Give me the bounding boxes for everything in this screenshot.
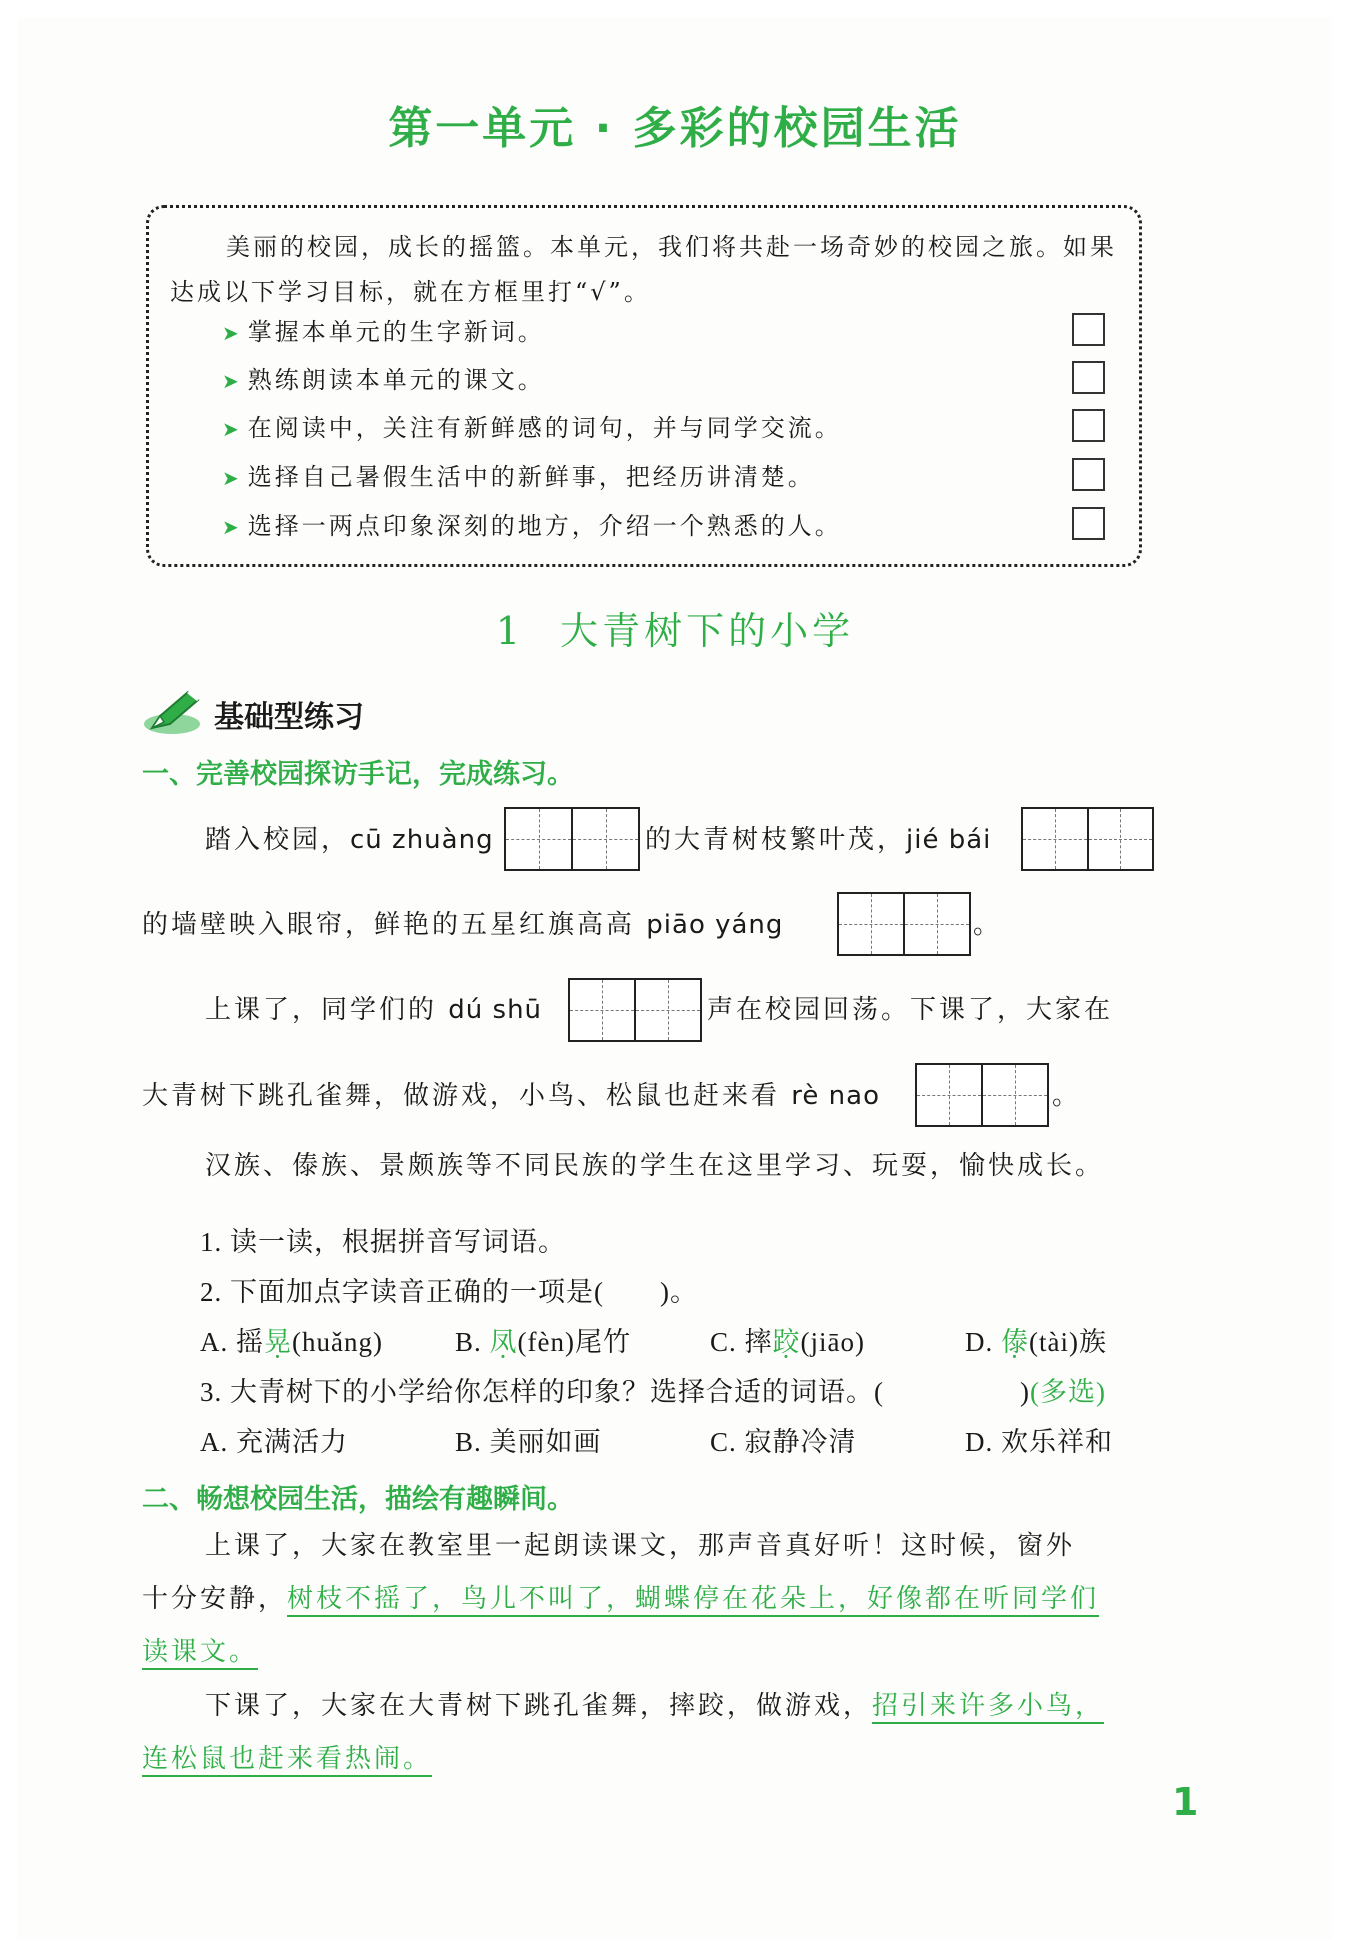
fill-line: 汉族、傣族、景颇族等不同民族的学生在这里学习、玩耍，愉快成长。	[205, 1151, 1105, 1181]
fill-line: 的大青树枝繁叶茂，jié bái	[645, 825, 992, 855]
goal-checkbox[interactable]	[1072, 313, 1105, 346]
question-two-heading: 二、畅想校园生活，描绘有趣瞬间。	[142, 1484, 574, 1515]
paragraph-line: 下课了，大家在大青树下跳孔雀舞，摔跤，做游戏，招引来许多小鸟，	[205, 1691, 1105, 1721]
option-a[interactable]: A. 摇晃(huǎng)	[200, 1327, 383, 1357]
goal-item: ➤ 熟练朗读本单元的课文。	[222, 366, 545, 394]
option-d[interactable]: D. 欢乐祥和	[965, 1427, 1113, 1457]
punctuation: 。	[973, 910, 1003, 940]
goal-item: ➤ 在阅读中，关注有新鲜感的词句，并与同学交流。	[222, 414, 842, 442]
fill-line: 的墙壁映入眼帘，鲜艳的五星红旗高高 piāo yáng	[142, 910, 784, 940]
option-c[interactable]: C. 摔跤(jiāo)	[710, 1327, 865, 1357]
sub-question-3-close: )(多选)	[1020, 1377, 1106, 1407]
fill-line: 踏入校园，cū zhuàng	[205, 825, 494, 855]
section-label: 基础型练习	[214, 700, 364, 735]
paragraph-line: 上课了，大家在教室里一起朗读课文，那声音真好听！这时候，窗外	[205, 1531, 1076, 1561]
sub-question-3: 3. 大青树下的小学给你怎样的印象？选择合适的词语。(	[200, 1377, 884, 1407]
unit-title: 第一单元 · 多彩的校园生活	[388, 103, 962, 154]
option-b[interactable]: B. 美丽如画	[455, 1427, 602, 1457]
arrow-icon: ➤	[222, 466, 242, 490]
sub-question-2: 2. 下面加点字读音正确的一项是( )。	[200, 1277, 698, 1307]
goal-item: ➤ 选择自己暑假生活中的新鲜事，把经历讲清楚。	[222, 463, 815, 491]
arrow-icon: ➤	[222, 417, 242, 441]
answer-grid[interactable]	[568, 978, 702, 1042]
arrow-icon: ➤	[222, 369, 242, 393]
pinyin-prompt: piāo yáng	[646, 910, 784, 940]
arrow-icon: ➤	[222, 515, 242, 539]
page-number: 1	[1172, 1780, 1199, 1824]
goal-checkbox[interactable]	[1072, 507, 1105, 540]
pinyin-prompt: rè nao	[791, 1081, 880, 1111]
fill-line: 大青树下跳孔雀舞，做游戏，小鸟、松鼠也赶来看 rè nao	[142, 1081, 880, 1111]
paragraph-line: 十分安静，树枝不摇了，鸟儿不叫了，蝴蝶停在花朵上，好像都在听同学们	[142, 1584, 1100, 1614]
fill-line: 上课了，同学们的 dú shū	[205, 995, 543, 1025]
option-d[interactable]: D. 傣(tài)族	[965, 1327, 1107, 1357]
goal-checkbox[interactable]	[1072, 361, 1105, 394]
paragraph-line	[142, 1739, 432, 1779]
answer-grid[interactable]	[1021, 807, 1154, 871]
fill-line-text: 声在校园回荡。下课了，大家在	[707, 995, 1114, 1025]
pencil-icon	[142, 688, 210, 736]
goal-checkbox[interactable]	[1072, 458, 1105, 491]
goal-checkbox[interactable]	[1072, 409, 1105, 442]
answer-grid[interactable]	[504, 807, 640, 871]
arrow-icon: ➤	[222, 321, 242, 345]
goal-item: ➤ 掌握本单元的生字新词。	[222, 318, 545, 346]
question-one-heading: 一、完善校园探访手记，完成练习。	[142, 759, 574, 790]
pinyin-prompt: jié bái	[906, 825, 992, 855]
punctuation: 。	[1052, 1081, 1082, 1111]
option-a[interactable]: A. 充满活力	[200, 1427, 348, 1457]
pinyin-prompt: dú shū	[448, 995, 543, 1025]
sub-question-1: 1. 读一读，根据拼音写词语。	[200, 1227, 566, 1257]
pinyin-prompt: cū zhuàng	[350, 825, 494, 855]
handwritten-answer: 招引来许多小鸟，	[872, 1691, 1105, 1721]
goal-item: ➤ 选择一两点印象深刻的地方，介绍一个熟悉的人。	[222, 512, 842, 540]
answer-grid[interactable]	[915, 1063, 1049, 1127]
goals-intro: 美丽的校园，成长的摇篮。本单元，我们将共赴一场奇妙的校园之旅。如果达成以下学习目标，就在方框里打“√”。	[170, 233, 1117, 306]
handwritten-answer: 连松鼠也赶来看热闹。	[142, 1744, 433, 1774]
lesson-title: 1 大青树下的小学	[495, 609, 855, 653]
handwritten-answer: 读课文。	[142, 1637, 259, 1667]
paragraph-line	[142, 1632, 258, 1672]
option-c[interactable]: C. 寂静冷清	[710, 1427, 857, 1457]
option-b[interactable]: B. 凤(fèn)尾竹	[455, 1327, 631, 1357]
handwritten-answer: 树枝不摇了，鸟儿不叫了，蝴蝶停在花朵上，好像都在听同学们	[287, 1584, 1100, 1614]
answer-grid[interactable]	[837, 892, 971, 956]
